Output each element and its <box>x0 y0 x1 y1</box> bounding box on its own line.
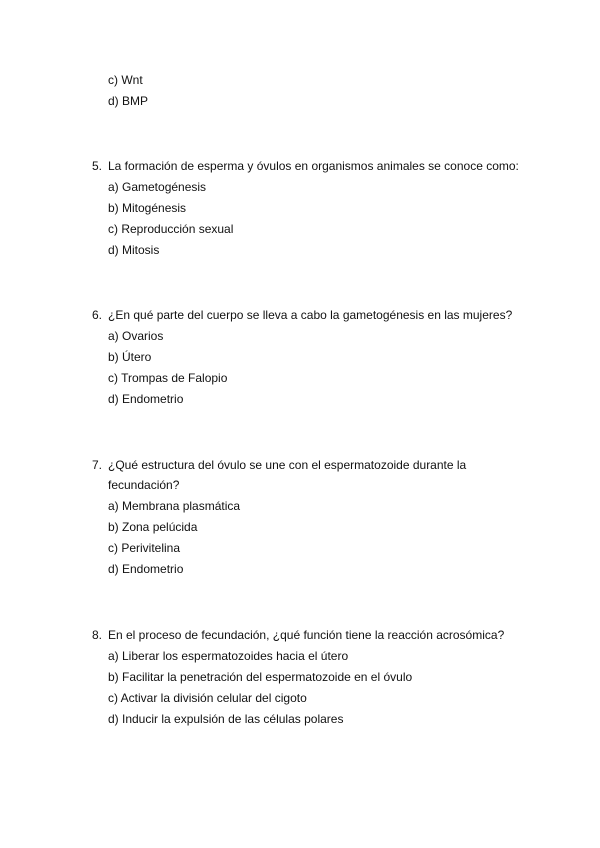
option-text: c) Wnt <box>108 73 143 87</box>
question-text: La formación de esperma y óvulos en organismos animales se conoce como: <box>108 159 519 173</box>
option-text: a) Membrana plasmática <box>108 499 241 513</box>
option-text: d) BMP <box>108 94 149 108</box>
question-text: ¿Qué estructura del óvulo se une con el espermatozoide durante la <box>108 458 467 472</box>
option-text: c) Reproducción sexual <box>108 222 234 236</box>
option-text: b) Mitogénesis <box>108 201 187 215</box>
option-text: d) Mitosis <box>108 243 160 257</box>
question-number: 8. <box>92 628 103 642</box>
option-text: d) Endometrio <box>108 562 184 576</box>
option-text: c) Perivitelina <box>108 541 181 555</box>
question-number: 7. <box>92 458 103 472</box>
option-text: b) Zona pelúcida <box>108 520 198 534</box>
option-text: d) Inducir la expulsión de las células polares <box>108 712 344 726</box>
question-number: 5. <box>92 159 103 173</box>
option-text: a) Gametogénesis <box>108 180 207 194</box>
option-text: b) Facilitar la penetración del espermatozoide en el óvulo <box>108 670 413 684</box>
option-text: b) Útero <box>108 350 152 364</box>
option-text: a) Liberar los espermatozoides hacia el útero <box>108 649 349 663</box>
question-text: ¿En qué parte del cuerpo se lleva a cabo la gametogénesis en las mujeres? <box>108 308 513 322</box>
option-text: a) Ovarios <box>108 329 164 343</box>
option-text: c) Trompas de Falopio <box>108 371 228 385</box>
option-text: d) Endometrio <box>108 392 184 406</box>
question-text: En el proceso de fecundación, ¿qué función tiene la reacción acrosómica? <box>108 628 505 642</box>
option-text: c) Activar la división celular del cigoto <box>108 691 307 705</box>
question-number: 6. <box>92 308 103 322</box>
question-text: fecundación? <box>108 478 180 492</box>
